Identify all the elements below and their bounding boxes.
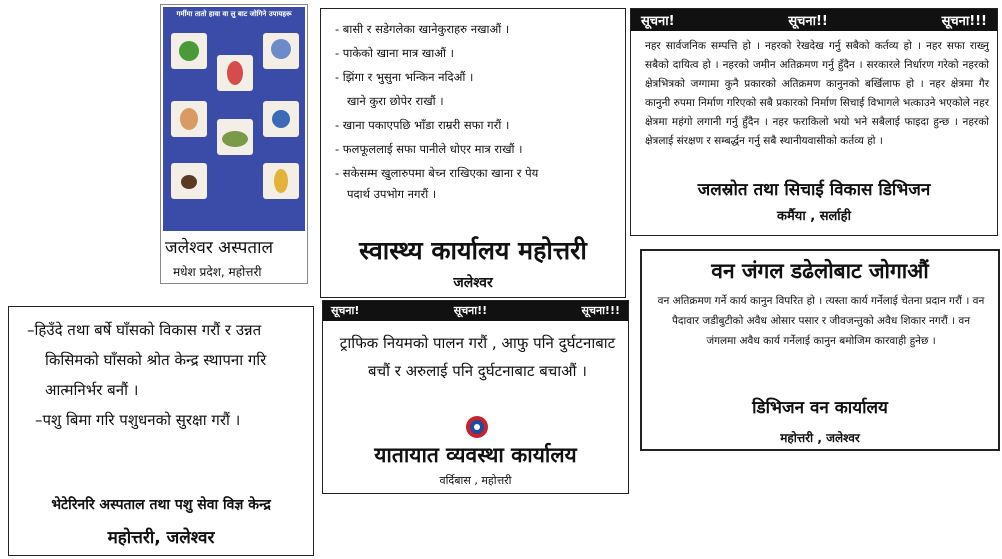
- forest-notice-text: वन अतिक्रमण गर्ने कार्य कानुन विपरित हो । त्यस्ता कार्य गर्नेलाई चेतना प्रदान गरौं । वन पैदावार जडीबुटीको अवैध ओसार पसार र जीवजन्तुको अवैध शिकार नगरौं । वन जंगलमा अवैध कार्य गर्नेलाई कानुन बमोजिम कारवाही हुनेछ ।: [657, 295, 985, 347]
- health-office-address: जलेश्वर: [453, 275, 493, 291]
- notice-word: सूचना!!: [453, 304, 488, 317]
- list-item: - बासी र सडेगलेका खानेकुराहरु नखाऔं ।: [335, 22, 510, 36]
- forest-office-address: महोत्तरी , जलेश्वर: [780, 431, 860, 445]
- notice-bar: [631, 9, 997, 31]
- text-line: आत्मनिर्भर बनौं ।: [45, 381, 139, 399]
- poster-illustration: [217, 55, 253, 91]
- notice-word: सूचना!: [641, 14, 675, 29]
- text-line: किसिमको घाँसको श्रोत केन्द्र स्थापना गरि: [45, 351, 267, 369]
- hospital-name: जलेश्वर अस्पताल: [165, 238, 274, 258]
- poster-illustration: [171, 33, 207, 69]
- notice-bar: [323, 301, 628, 321]
- hospital-ad: [160, 4, 308, 284]
- health-tips-list: [321, 9, 625, 203]
- list-item: खाने कुरा छोपेर राखौं ।: [347, 94, 444, 108]
- list-item: - पाकेको खाना मात्र खाऔं ।: [335, 46, 455, 60]
- heatwave-poster: [163, 7, 305, 231]
- poster-illustration: [171, 163, 207, 199]
- irrigation-division-name: जलस्रोत तथा सिचाई विकास डिभिजन: [697, 180, 931, 200]
- traffic-notice-text: ट्राफिक नियमको पालन गरौं , आफु पनि दुर्घटनाबाट बचौं र अरुलाई पनि दुर्घटनाबाट बचाऔं ।: [339, 334, 616, 380]
- veterinary-hospital-name: भेटेरिनरि अस्पताल तथा पशु सेवा विज्ञ केन्द्र: [51, 497, 271, 513]
- irrigation-division-address: कर्मैया , सर्लाही: [777, 209, 851, 224]
- poster-illustration: [263, 163, 299, 199]
- list-item: पदार्थ उपभोग नगरौं ।: [347, 187, 437, 201]
- forest-ad: [640, 249, 1000, 451]
- poster-illustration: [217, 119, 253, 155]
- irrigation-notice-text: नहर सार्वजनिक सम्पत्ति हो । नहरको रेखदेख गर्नु सबैको कर्तव्य हो । नहर सफा राख्नु सबैको दायित्व हो । नहरको जमीन अतिक्रमण गर्नु हुँदैन । सरकारले निर्धारण गरेको नहरको क्षेत्रभित्रको जग्गामा कुनै प्रकारको अतिक्रमण कानुनको बर्खिलाफ हो । नहर क्षेत्रमा गैर कानुनी रुपमा निर्माण गरिएको सबै प्रकारको निर्माण सिचाई विभागले भत्काउने भएकोले नहर क्षेत्रमा महंगो लगानी गर्नु हुँदैन । नहर फराकिलो भयो भने सबैलाई फाइदा हुन्छ । नहरको क्षेत्रलाई संरक्षण र सम्बर्द्धन गर्नु सबै स्थानीयवासीको कर्तव्य हो ।: [645, 40, 989, 147]
- notice-word: सूचना!: [331, 304, 360, 317]
- notice-word: सूचना!!!: [941, 14, 987, 29]
- list-item: - फलफूललाई सफा पानीले धोएर मात्र राखौं ।: [335, 142, 523, 156]
- forest-office-name: डिभिजन वन कार्यालय: [752, 398, 888, 418]
- poster-illustration: [263, 33, 299, 69]
- veterinary-ad: [8, 306, 314, 556]
- text-line: –हिउँदे तथा बर्षे घाँसको विकास गरौं र उन्नत: [27, 321, 262, 339]
- health-office-ad: [320, 8, 626, 298]
- notice-word: सूचना!!: [788, 14, 828, 29]
- list-item: - सकेसम्म खुलारुपमा बेच्न राखिएका खाना र पेय: [335, 166, 539, 180]
- poster-illustration: [263, 101, 299, 137]
- forest-heading: वन जंगल डढेलोबाट जोगाऔं: [711, 259, 929, 283]
- hospital-address: मधेश प्रदेश, महोत्तरी: [173, 265, 262, 279]
- list-item: - झिंगा र भुसुना भन्किन नदिऔं ।: [335, 70, 474, 84]
- list-item: - खाना पकाएपछि भाँडा राम्ररी सफा गरौं ।: [335, 118, 510, 132]
- irrigation-ad: [630, 8, 998, 236]
- nepal-emblem-icon: [465, 415, 489, 439]
- traffic-office-name: यातायात व्यवस्था कार्यालय: [374, 443, 577, 467]
- veterinary-hospital-address: महोत्तरी, जलेश्वर: [107, 528, 215, 548]
- health-office-name: स्वास्थ्य कार्यालय महोत्तरी: [359, 236, 587, 265]
- veterinary-notice-text: [9, 307, 313, 435]
- poster-illustration: [171, 101, 207, 137]
- traffic-ad: [322, 300, 629, 494]
- notice-word: सूचना!!!: [581, 304, 620, 317]
- text-line: –पशु बिमा गरि पशुधनको सुरक्षा गरौं ।: [35, 411, 241, 429]
- poster-title: गर्मीमा तातो हावा वा लु बाट जोगिने उपायहरू: [176, 10, 292, 18]
- traffic-office-address: वर्दिबास , महोत्तरी: [439, 474, 512, 487]
